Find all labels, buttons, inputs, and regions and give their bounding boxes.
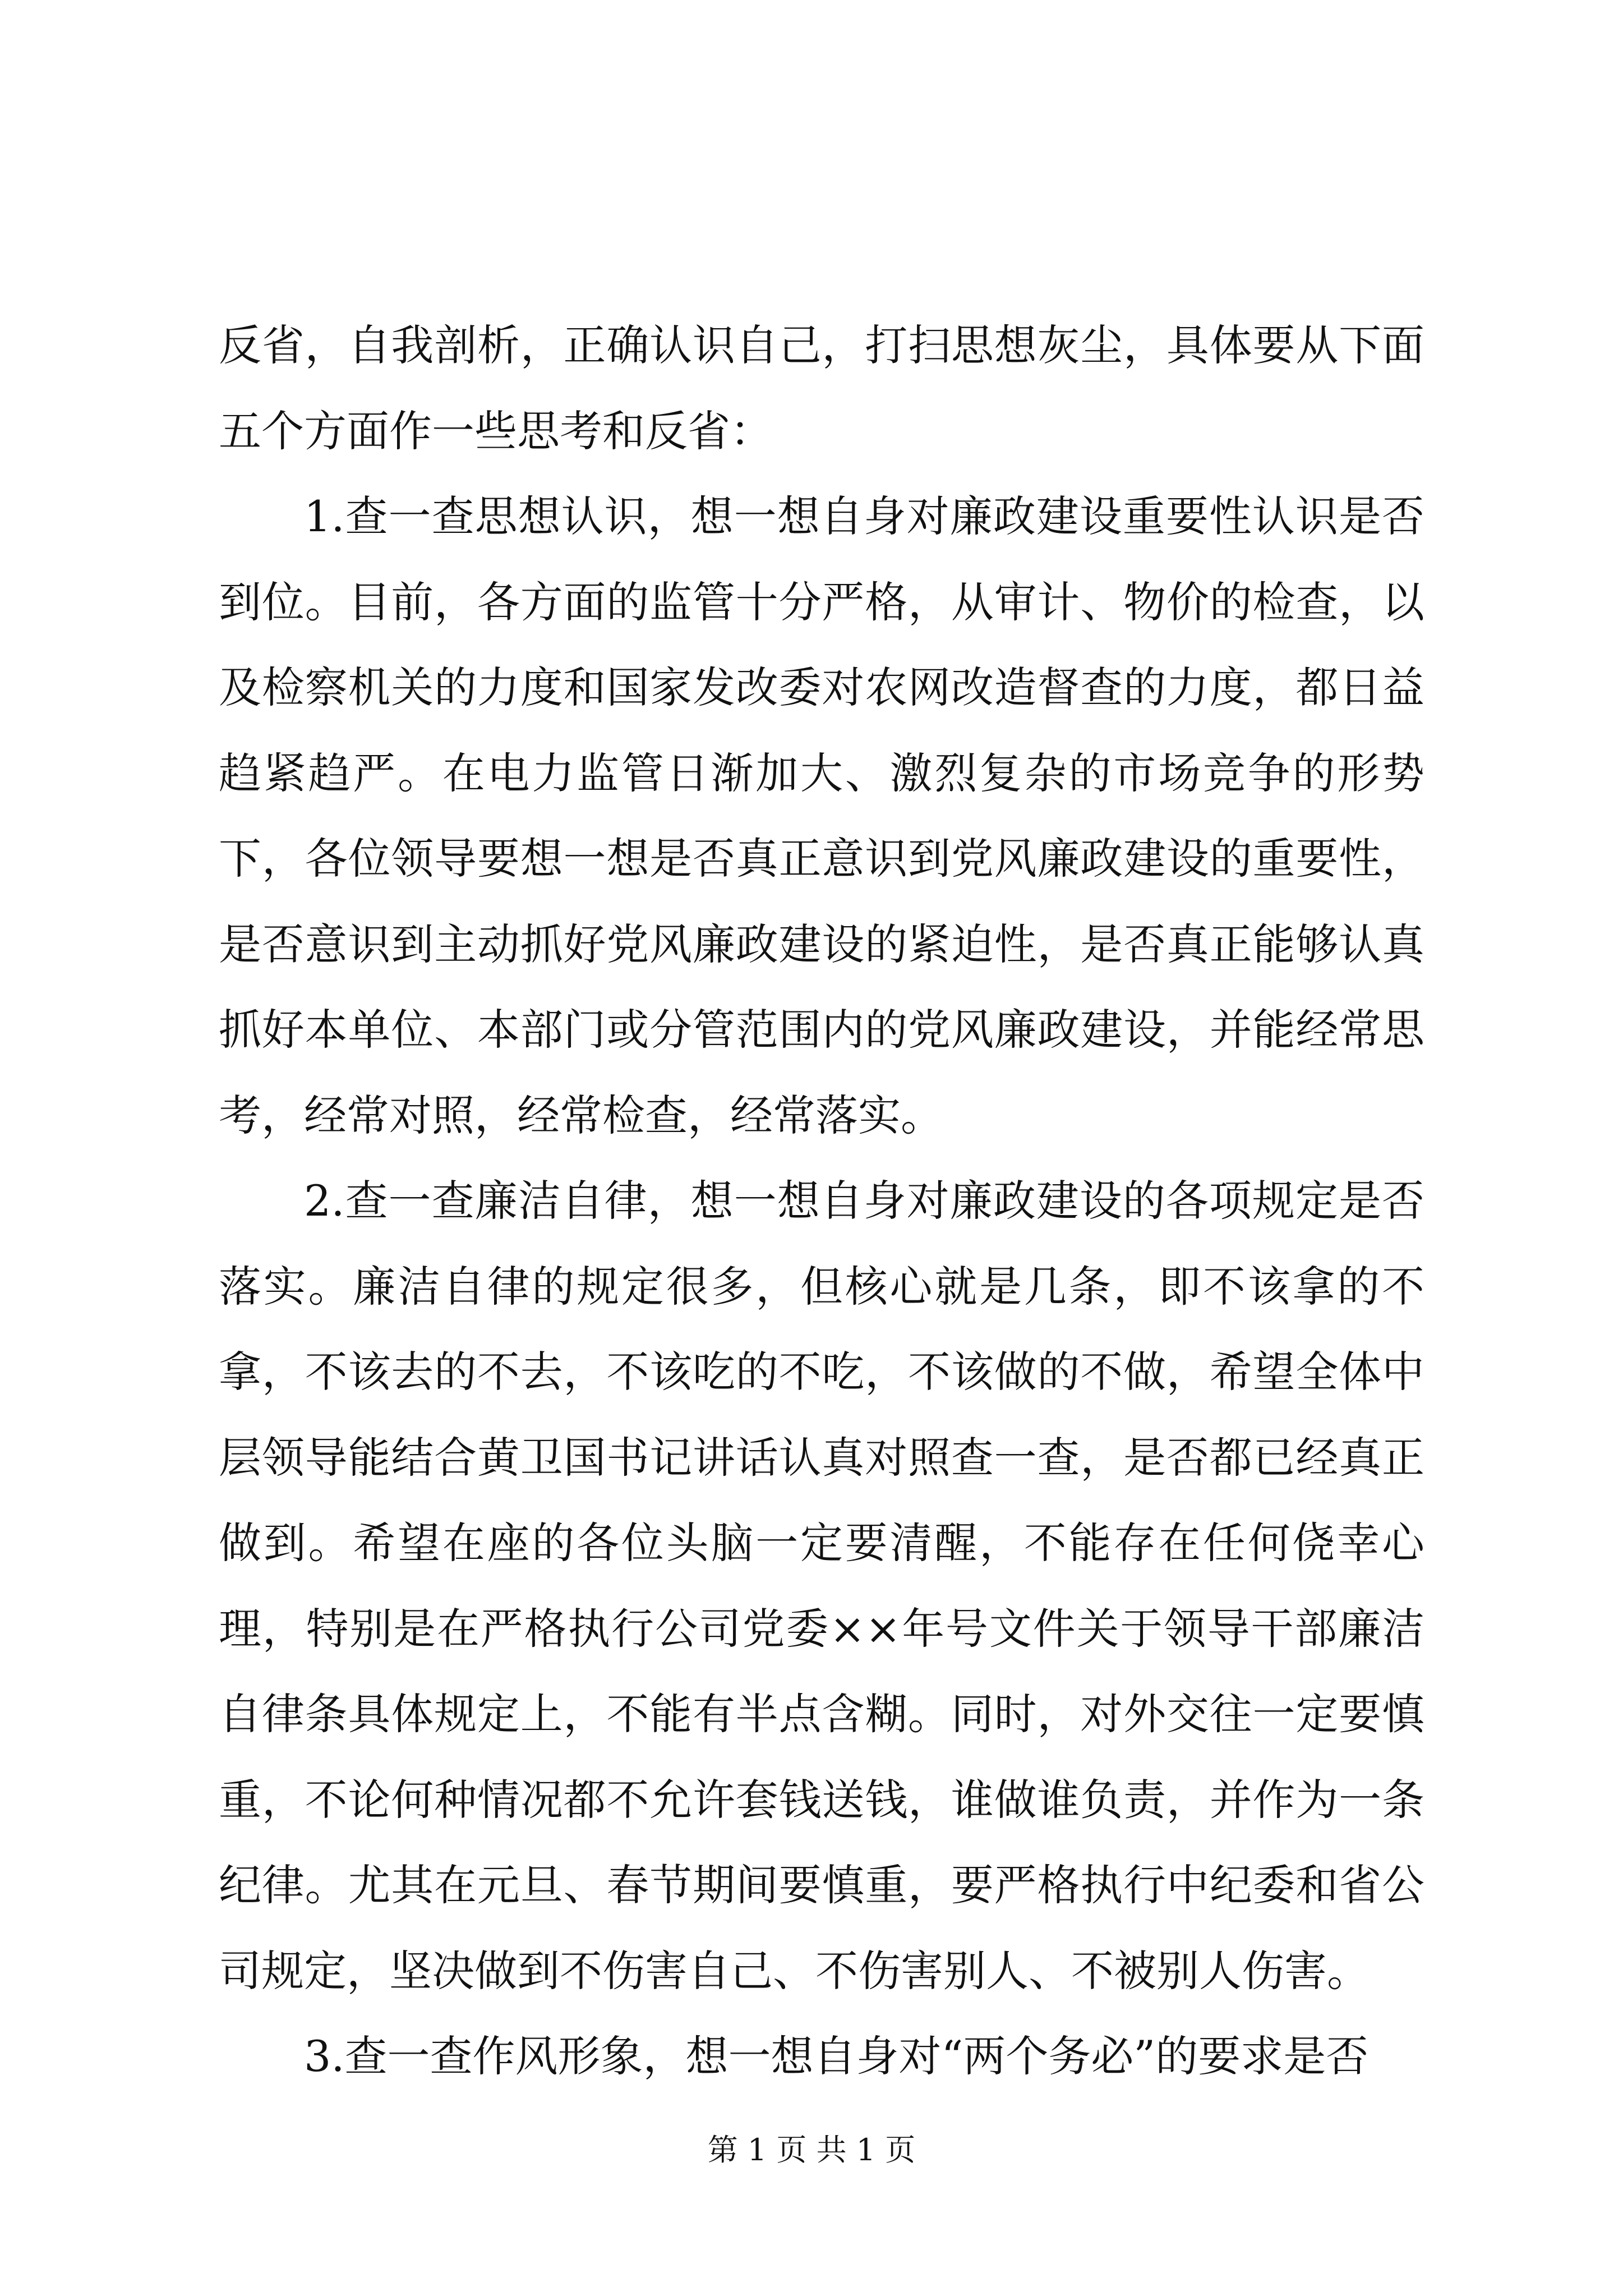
document-body: [219, 303, 1424, 2100]
paragraph-item-2: 2.查一查廉洁自律，想一想自身对廉政建设的各项规定是否落实。廉洁自律的规定很多，但核心就是几条，即不该拿的不拿，不该去的不去，不该吃的不吃，不该做的不做，希望全体中层领导能结合黄卫国书记讲话认真对照查一查，是否都已经真正做到。希望在座的各位头脑一定要清醒，不能存在任何侥幸心理，特别是在严格执行公司党委××年号文件关于领导干部廉洁自律条具体规定上，不能有半点含糊。同时，对外交往一定要慎重，不论何种情况都不允许套钱送钱，谁做谁负责，并作为一条纪律。尤其在元旦、春节期间要慎重，要严格执行中纪委和省公司规定，坚决做到不伤害自己、不伤害别人、不被别人伤害。: [219, 1176, 1424, 1996]
paragraph-intro: 反省，自我剖析，正确认识自己，打扫思想灰尘，具体要从下面五个方面作一些思考和反省：: [219, 320, 1424, 456]
paragraph-item-3: 3.查一查作风形象，想一想自身对“两个务必”的要求是否: [304, 2031, 1369, 2081]
page-footer: 第 1 页 共 1 页: [707, 2132, 916, 2168]
paragraph-item-1: 1.查一查思想认识，想一想自身对廉政建设重要性认识是否到位。目前，各方面的监管十分严格，从审计、物价的检查，以及检察机关的力度和国家发改委对农网改造督查的力度，都日益趋紧趋严。在电力监管日渐加大、激烈复杂的市场竞争的形势下，各位领导要想一想是否真正意识到党风廉政建设的重要性，是否意识到主动抓好党风廉政建设的紧迫性，是否真正能够认真抓好本单位、本部门或分管范围内的党风廉政建设，并能经常思考，经常对照，经常检查，经常落实。: [219, 491, 1424, 1140]
